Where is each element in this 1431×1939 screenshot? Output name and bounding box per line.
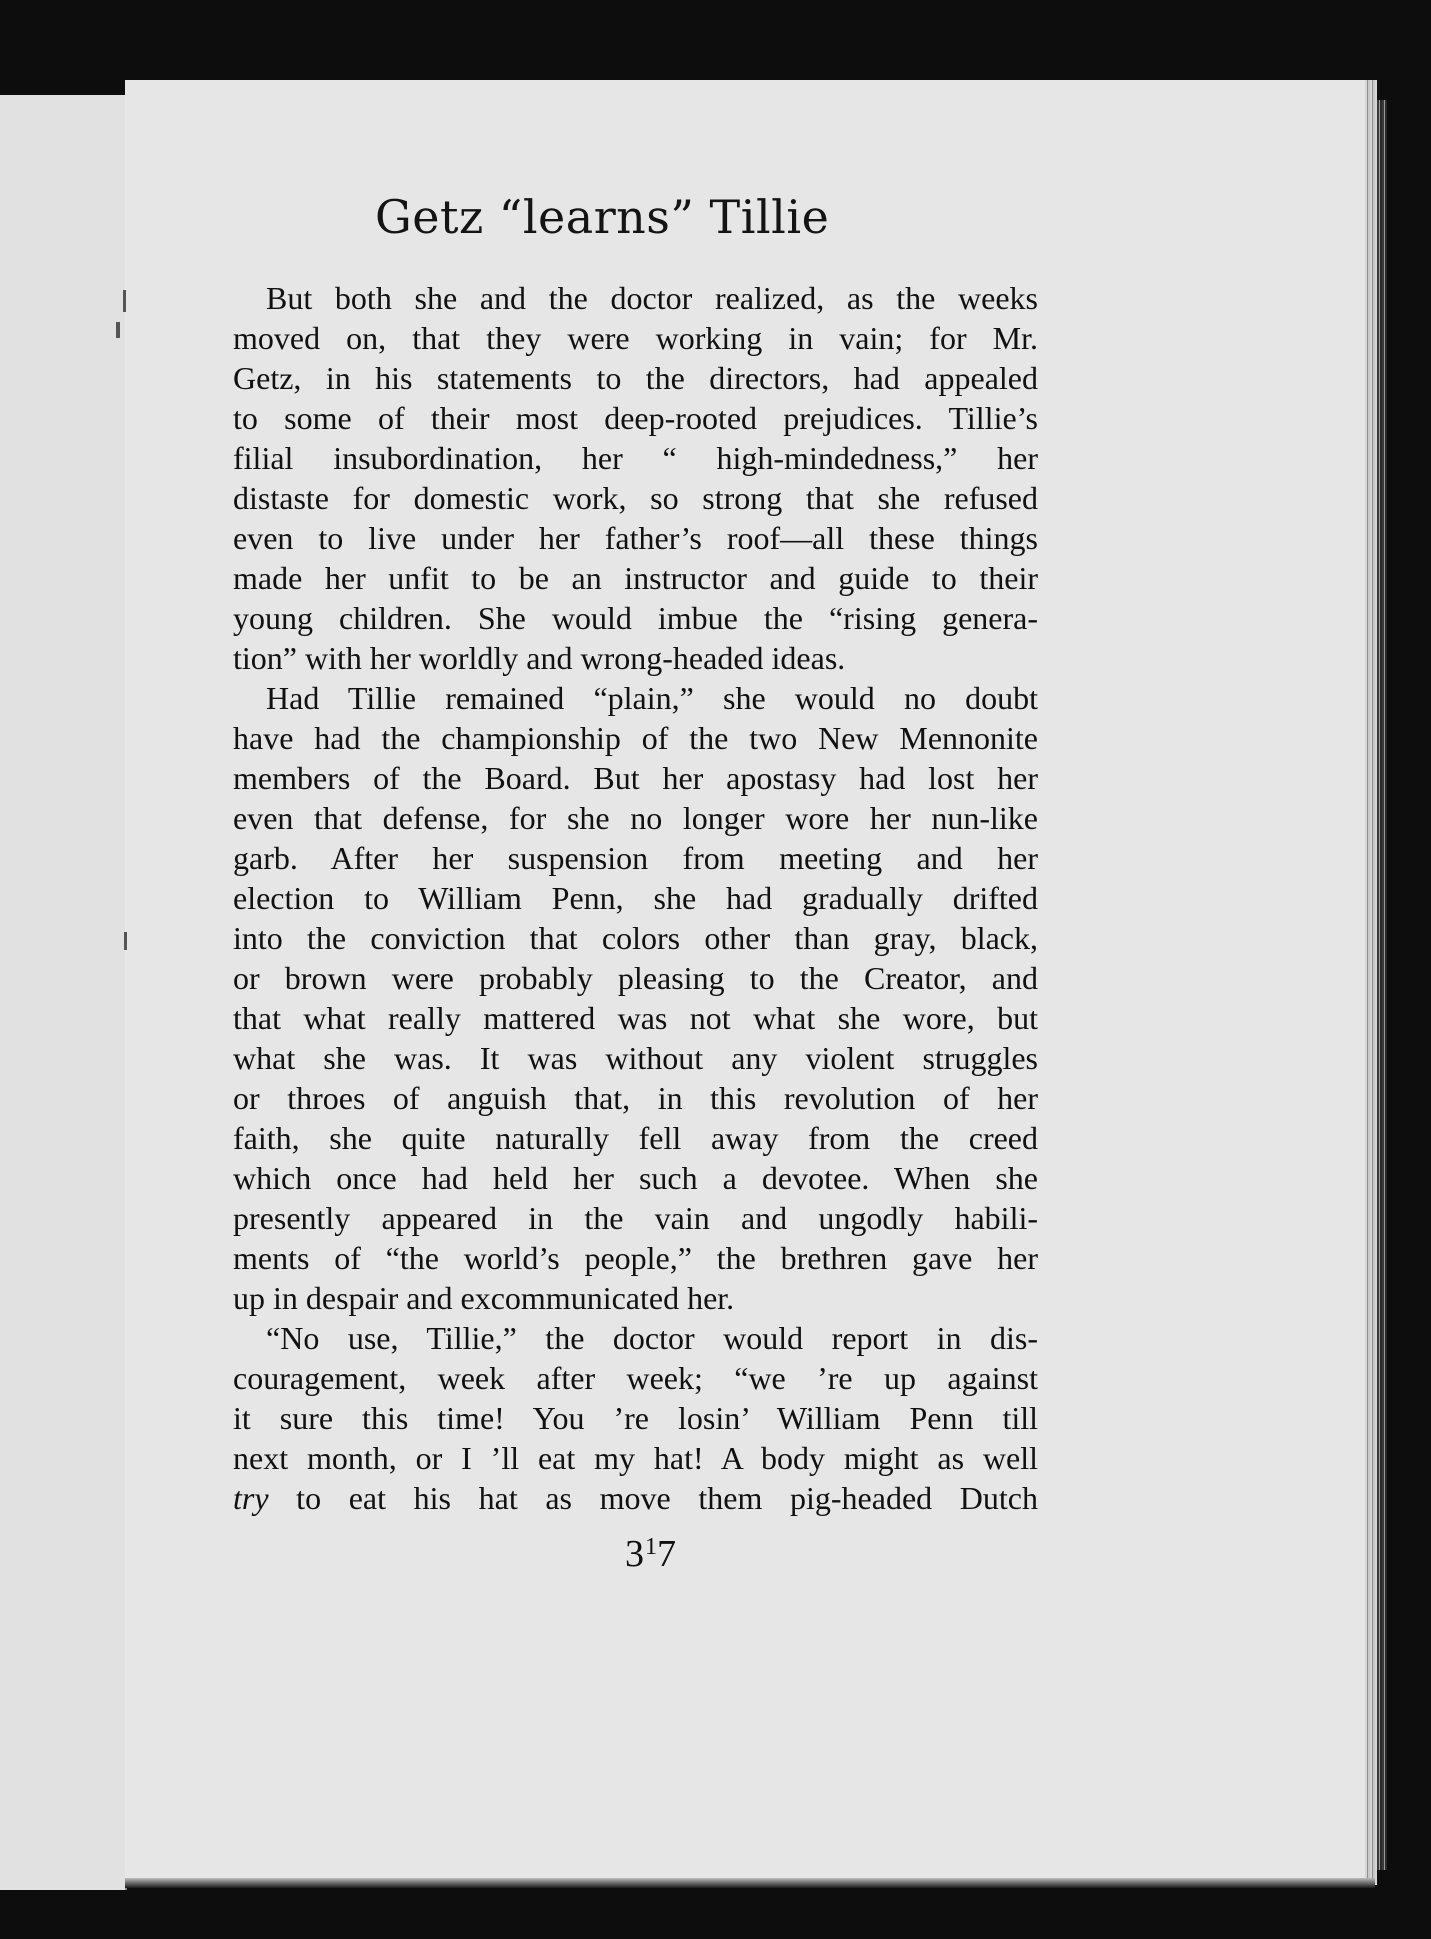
facing-page-edge xyxy=(0,95,127,1890)
text-line: election to William Penn, she had gradually drifted xyxy=(233,880,1038,916)
page-number-digit: 7 xyxy=(657,1533,677,1575)
text-line: into the conviction that colors other than gray, black, xyxy=(233,920,1038,956)
text-line: to some of their most deep-rooted prejudices. Tillie’s xyxy=(233,400,1038,436)
page-number-digit: 3 xyxy=(625,1533,645,1575)
text-line-rest: to eat his hat as move them pig-headed Dutch xyxy=(268,1480,1038,1516)
text-line: that what really mattered was not what she wore, but xyxy=(233,1000,1038,1036)
text-line: or brown were probably pleasing to the Creator, and xyxy=(233,960,1038,996)
text-line: or throes of anguish that, in this revolution of her xyxy=(233,1080,1038,1116)
scan-mark xyxy=(123,290,126,312)
text-line: next month, or I ’ll eat my hat! A body might as well xyxy=(233,1440,1038,1476)
text-line: filial insubordination, her “ high-mindedness,” her xyxy=(233,440,1038,476)
text-line: garb. After her suspension from meeting and her xyxy=(233,840,1038,876)
text-line: which once had held her such a devotee. When she xyxy=(233,1160,1038,1196)
page-edges xyxy=(1365,80,1377,1885)
text-line xyxy=(233,1478,1038,1518)
running-head: Getz “learns” Tillie xyxy=(375,190,830,244)
text-line: distaste for domestic work, so strong that she refused xyxy=(233,480,1038,516)
text-line: members of the Board. But her apostasy had lost her xyxy=(233,760,1038,796)
text-line: made her unfit to be an instructor and guide to their xyxy=(233,560,1038,596)
text-line: “No use, Tillie,” the doctor would report in dis- xyxy=(266,1320,1038,1356)
text-line: up in despair and excommunicated her. xyxy=(233,1280,735,1316)
text-line: moved on, that they were working in vain; for Mr. xyxy=(233,320,1038,356)
text-line: But both she and the doctor realized, as the weeks xyxy=(266,280,1038,316)
text-line: young children. She would imbue the “rising genera- xyxy=(233,600,1038,636)
page-bottom-edge xyxy=(125,1878,1375,1888)
text-line: presently appeared in the vain and ungodly habili- xyxy=(233,1200,1038,1236)
text-line: ments of “the world’s people,” the brethren gave her xyxy=(233,1240,1038,1276)
text-line: couragement, week after week; “we ’re up against xyxy=(233,1360,1038,1396)
scan-mark xyxy=(116,322,120,338)
text-line: even that defense, for she no longer wore her nun-like xyxy=(233,800,1038,836)
body-text xyxy=(233,278,1038,1518)
text-line: tion” with her worldly and wrong-headed ideas. xyxy=(233,640,846,676)
text-line: Had Tillie remained “plain,” she would no doubt xyxy=(266,680,1038,716)
text-line: it sure this time! You ’re losin’ William Penn till xyxy=(233,1400,1038,1436)
text-line: faith, she quite naturally fell away from the creed xyxy=(233,1120,1038,1156)
scan-mark xyxy=(124,932,127,950)
emphasized-word: try xyxy=(233,1480,269,1516)
text-line: have had the championship of the two New Mennonite xyxy=(233,720,1038,756)
page-number-superscript: 1 xyxy=(645,1534,657,1560)
text-line: even to live under her father’s roof—all these things xyxy=(233,520,1038,556)
text-line: Getz, in his statements to the directors, had appealed xyxy=(233,360,1038,396)
page-edges-dark xyxy=(1377,100,1387,1870)
text-line: what she was. It was without any violent struggles xyxy=(233,1040,1038,1076)
page-number xyxy=(606,1532,696,1576)
